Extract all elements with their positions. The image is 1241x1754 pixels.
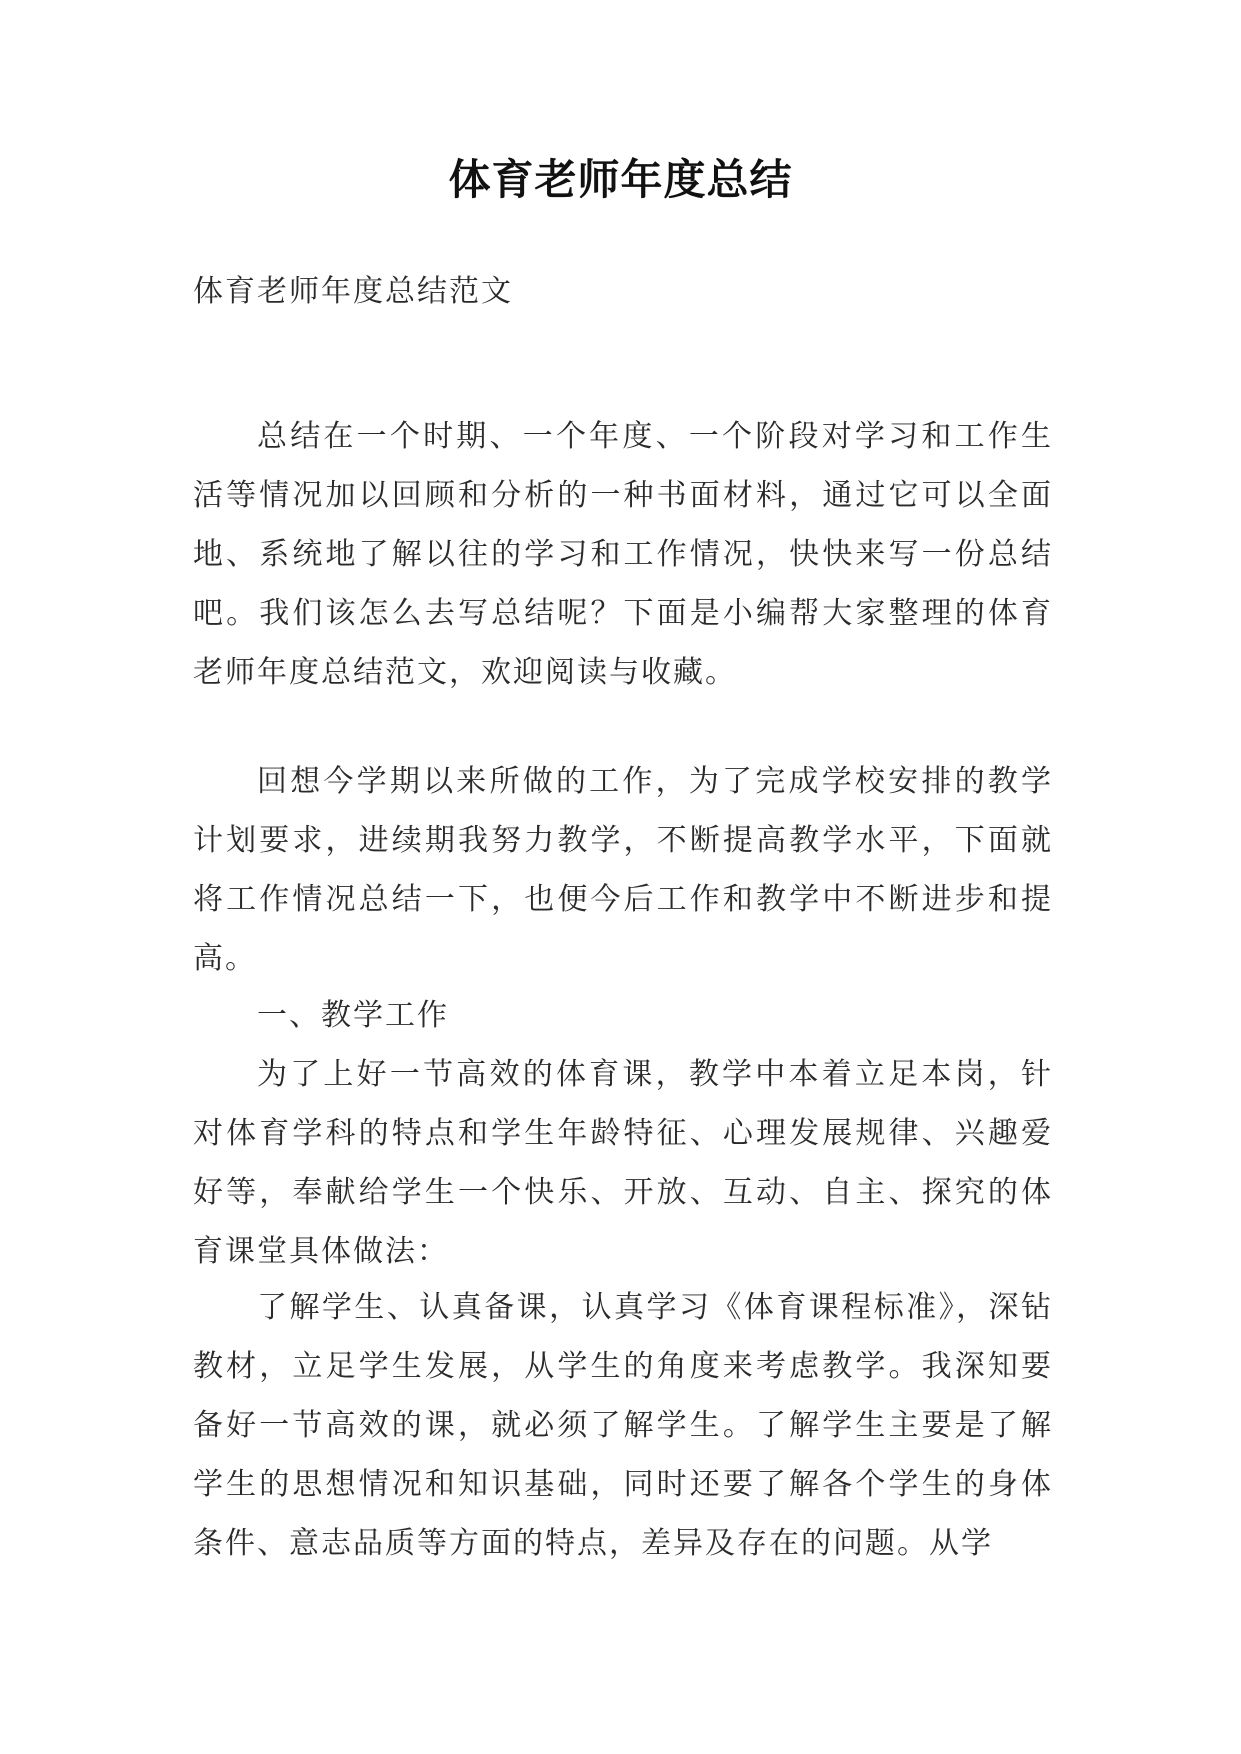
paragraph-review: 回想今学期以来所做的工作，为了完成学校安排的教学计划要求，进续期我努力教学，不断提高教学水平，下面就将工作情况总结一下，也便今后工作和教学中不断进步和提高。 [193,764,1053,976]
section-heading-teaching: 一、教学工作 [257,998,449,1033]
document-title: 体育老师年度总结 [448,155,793,204]
paragraph-teaching-body: 为了上好一节高效的体育课，教学中本着立足本岗，针对体育学科的特点和学生年龄特征、心理发展规律、兴趣爱好等，奉献给学生一个快乐、开放、互动、自主、探究的体育课堂具体做法： [193,1057,1053,1269]
paragraph-intro: 总结在一个时期、一个年度、一个阶段对学习和工作生活等情况加以回顾和分析的一种书面材料，通过它可以全面地、系统地了解以往的学习和工作情况，快快来写一份总结吧。我们该怎么去写总结呢？下面是小编帮大家整理的体育老师年度总结范文，欢迎阅读与收藏。 [193,419,1053,690]
paragraph-teaching-detail: 了解学生、认真备课，认真学习《体育课程标准》，深钻教材，立足学生发展，从学生的角度来考虑教学。我深知要备好一节高效的课，就必须了解学生。了解学生主要是了解学生的思想情况和知识基础，同时还要了解各个学生的身体条件、意志品质等方面的特点，差异及存在的问题。从学 [193,1290,1053,1561]
document-subtitle: 体育老师年度总结范文 [193,274,513,309]
